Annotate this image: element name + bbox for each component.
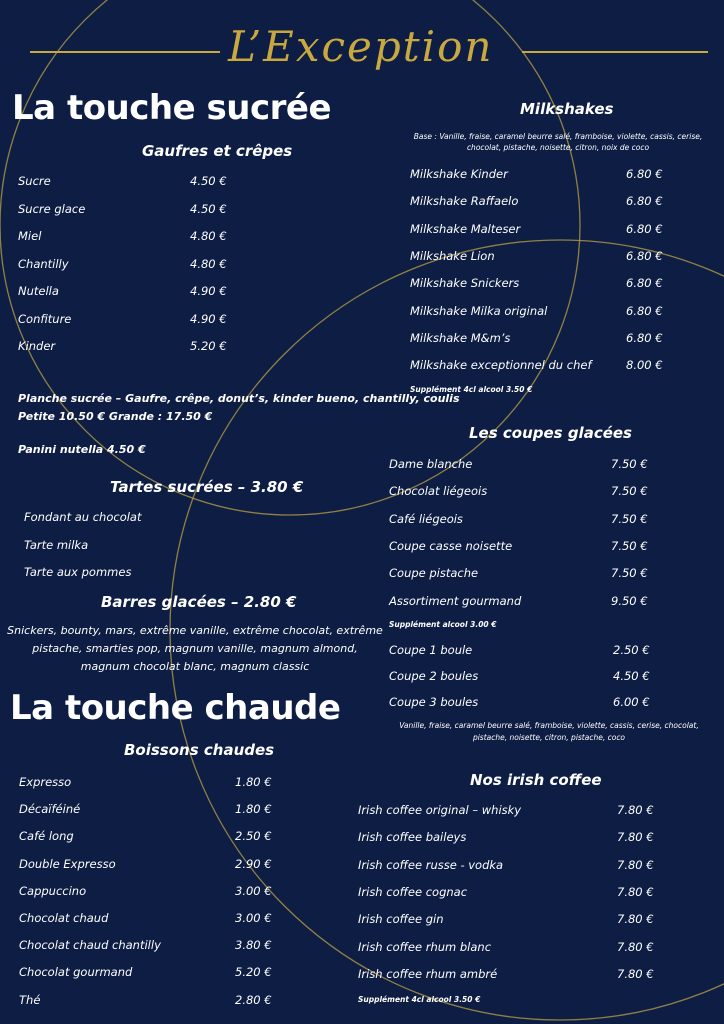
milkshake-item-name: Milkshake exceptionnel du chef (410, 358, 592, 373)
boisson-item-price: 3.00 € (235, 883, 272, 898)
planche-prices: Petite 10.50 € Grande : 17.50 € (18, 410, 213, 423)
gaufre-item-price: 4.90 € (190, 284, 227, 298)
gaufre-item-name: Sucre (18, 174, 51, 188)
irish-item-price: 7.80 € (617, 966, 654, 981)
boisson-item-price: 1.80 € (235, 802, 272, 817)
milkshake-item-row (410, 194, 686, 210)
gaufre-item-row (18, 229, 250, 245)
boule-item-price: 4.50 € (613, 669, 650, 683)
tarte-item: Fondant au chocolat (24, 510, 142, 524)
irish-item-name: Irish coffee rhum ambré (358, 966, 498, 981)
coupe-item-name: Café liégeois (389, 511, 463, 526)
irish-item-price: 7.80 € (617, 939, 654, 954)
subsection-title-irish: Nos irish coffee (470, 771, 602, 789)
irish-supplement: Supplément 4cl alcool 3.50 € (358, 995, 481, 1004)
boisson-item-price: 2.50 € (235, 829, 272, 844)
milkshake-item-name: Milkshake M&m’s (410, 330, 511, 345)
gaufre-item-price: 4.80 € (190, 256, 227, 271)
irish-item-name: Irish coffee baileys (358, 830, 467, 845)
boisson-item-row (19, 802, 295, 818)
coupe-item-price: 7.50 € (611, 484, 648, 499)
milkshake-item-row (410, 304, 686, 320)
coupe-item-price: 9.50 € (611, 593, 648, 608)
section-title-sucree: La touche sucrée (12, 88, 332, 128)
boisson-item-row (19, 965, 295, 981)
gaufre-item-price: 5.20 € (190, 339, 227, 353)
gaufre-item-name: Miel (18, 229, 42, 243)
gaufre-item-price: 4.50 € (190, 174, 227, 188)
boisson-item-name: Cappuccino (19, 883, 87, 898)
gaufre-item-name: Kinder (18, 339, 56, 353)
milkshake-item-name: Milkshake Raffaelo (410, 194, 519, 209)
milkshake-base-line-1: Base : Vanille, fraise, caramel beurre salé, framboise, violette, cassis, cerise, (413, 132, 703, 141)
coupe-item-price: 7.50 € (611, 538, 648, 553)
boisson-item-price: 3.80 € (235, 938, 272, 953)
coupe-item-row (389, 566, 671, 582)
subsection-title-milkshakes: Milkshakes (520, 100, 614, 118)
section-title-chaude: La touche chaude (10, 688, 341, 728)
barres-line-2: pistache, smarties pop, magnum vanille, magnum almond, (32, 642, 358, 655)
boule-item-name: Coupe 3 boules (389, 695, 479, 709)
coupe-item-row (389, 594, 671, 610)
boisson-item-row (19, 938, 295, 954)
milkshake-item-row (410, 331, 686, 347)
irish-item-price: 7.80 € (617, 857, 654, 872)
coupe-item-name: Coupe pistache (389, 566, 479, 581)
gaufre-item-name: Nutella (18, 284, 59, 298)
coupes-supplement: Supplément alcool 3.00 € (389, 620, 497, 629)
milkshake-item-row (410, 222, 686, 238)
boisson-item-row (19, 911, 295, 927)
boisson-item-name: Café long (19, 829, 74, 844)
irish-item-row (358, 885, 677, 901)
milkshake-base-line-2: chocolat, pistache, noisette, citron, noix de coco (466, 143, 650, 152)
boisson-item-row (19, 884, 295, 900)
irish-item-name: Irish coffee original – whisky (358, 803, 522, 817)
milkshake-item-name: Milkshake Kinder (410, 167, 508, 181)
gaufre-item-price: 4.50 € (190, 201, 227, 216)
milkshake-item-price: 6.80 € (626, 248, 663, 263)
boule-item-price: 2.50 € (613, 643, 650, 657)
gaufre-item-row (18, 202, 250, 218)
milkshake-item-price: 6.80 € (626, 221, 663, 236)
irish-item-row (358, 940, 677, 956)
coupe-item-name: Chocolat liégeois (389, 484, 488, 499)
boule-item-row (389, 669, 673, 685)
subsection-title-gaufres: Gaufres et crêpes (142, 142, 293, 160)
irish-item-name: Irish coffee gin (358, 912, 444, 927)
coupe-item-price: 7.50 € (611, 511, 648, 526)
tarte-item: Tarte aux pommes (24, 565, 132, 579)
parfums-line-2: pistache, noisette, citron, pistache, coco (472, 733, 626, 742)
gaufre-item-row (18, 312, 250, 328)
coupe-item-row (389, 539, 671, 555)
milkshake-item-price: 6.80 € (626, 330, 663, 345)
coupe-item-name: Coupe casse noisette (389, 538, 513, 553)
milkshake-item-row (410, 167, 686, 183)
header-rule-left (30, 51, 220, 53)
milkshake-supplement: Supplément 4cl alcool 3.50 € (410, 385, 533, 394)
boule-item-row (389, 695, 673, 711)
coupe-item-row (389, 484, 671, 500)
tarte-item: Tarte milka (24, 537, 89, 552)
gaufre-item-price: 4.90 € (190, 311, 227, 326)
milkshake-item-price: 6.80 € (626, 167, 663, 181)
irish-item-price: 7.80 € (617, 912, 654, 927)
panini-item: Panini nutella 4.50 € (18, 443, 146, 456)
boisson-item-price: 2.90 € (235, 856, 272, 871)
irish-item-price: 7.80 € (617, 884, 654, 899)
irish-item-row (358, 912, 677, 928)
subsection-title-coupes: Les coupes glacées (469, 424, 632, 442)
boisson-item-name: Thé (19, 992, 41, 1007)
boisson-item-price: 5.20 € (235, 965, 272, 980)
milkshake-item-name: Milkshake Malteser (410, 221, 521, 236)
subsection-title-barres: Barres glacées – 2.80 € (101, 593, 297, 611)
gaufre-item-row (18, 174, 250, 190)
boule-item-row (389, 643, 673, 659)
irish-item-name: Irish coffee cognac (358, 884, 468, 899)
planche-description: Planche sucrée – Gaufre, crêpe, donut’s, kinder bueno, chantilly, coulis (18, 392, 460, 405)
irish-item-price: 7.80 € (617, 830, 654, 845)
coupe-item-row (389, 512, 671, 528)
barres-line-3: magnum chocolat blanc, magnum classic (80, 660, 310, 673)
boisson-item-name: Chocolat chaud (19, 911, 109, 925)
boisson-item-price: 3.00 € (235, 911, 272, 925)
milkshake-item-price: 6.80 € (626, 194, 663, 209)
gaufre-item-row (18, 284, 250, 300)
gaufre-item-name: Confiture (18, 311, 72, 326)
gaufre-item-name: Sucre glace (18, 201, 86, 216)
milkshake-item-name: Milkshake Lion (410, 248, 495, 263)
boisson-item-name: Chocolat gourmand (19, 965, 133, 980)
irish-item-row (358, 967, 677, 983)
gaufre-item-price: 4.80 € (190, 229, 227, 243)
irish-item-price: 7.80 € (617, 803, 654, 817)
coupe-item-row (389, 457, 671, 473)
irish-item-row (358, 858, 677, 874)
irish-item-row (358, 830, 677, 846)
milkshake-item-price: 6.80 € (626, 276, 663, 291)
header-rule-right (522, 51, 708, 53)
milkshake-item-row (410, 358, 686, 374)
milkshake-item-price: 6.80 € (626, 303, 663, 318)
gaufre-item-row (18, 257, 250, 273)
boisson-item-row (19, 775, 295, 791)
boisson-item-name: Double Expresso (19, 856, 116, 871)
boisson-item-row (19, 829, 295, 845)
coupe-item-price: 7.50 € (611, 457, 648, 471)
milkshake-item-name: Milkshake Milka original (410, 303, 548, 318)
coupe-item-price: 7.50 € (611, 566, 648, 581)
milkshake-item-price: 8.00 € (626, 358, 663, 373)
boule-item-name: Coupe 2 boules (389, 669, 479, 683)
brand-title: L’Exception (228, 22, 494, 71)
gaufre-item-name: Chantilly (18, 256, 69, 271)
gaufre-item-row (18, 339, 250, 355)
boisson-item-name: Chocolat chaud chantilly (19, 938, 161, 953)
boisson-item-name: Décaïféiné (19, 802, 81, 817)
subsection-title-tartes: Tartes sucrées – 3.80 € (110, 478, 304, 496)
boisson-item-price: 1.80 € (235, 775, 272, 789)
irish-item-row (358, 803, 677, 819)
boisson-item-price: 2.80 € (235, 992, 272, 1007)
milkshake-item-row (410, 276, 686, 292)
coupe-item-name: Assortiment gourmand (389, 593, 522, 608)
boisson-item-name: Expresso (19, 775, 72, 789)
boisson-item-row (19, 993, 295, 1009)
coupe-item-name: Dame blanche (389, 457, 473, 471)
milkshake-item-row (410, 249, 686, 265)
parfums-line-1: Vanille, fraise, caramel beurre salé, framboise, violette, cassis, cerise, chocolat, (399, 721, 699, 730)
barres-line-1: Snickers, bounty, mars, extrême vanille, extrême chocolat, extrême (7, 624, 383, 637)
boule-item-name: Coupe 1 boule (389, 643, 473, 657)
irish-item-name: Irish coffee rhum blanc (358, 939, 492, 954)
boisson-item-row (19, 857, 295, 873)
boule-item-price: 6.00 € (613, 695, 650, 709)
milkshake-item-name: Milkshake Snickers (410, 276, 520, 291)
subsection-title-boissons: Boissons chaudes (124, 741, 275, 759)
irish-item-name: Irish coffee russe - vodka (358, 857, 504, 872)
